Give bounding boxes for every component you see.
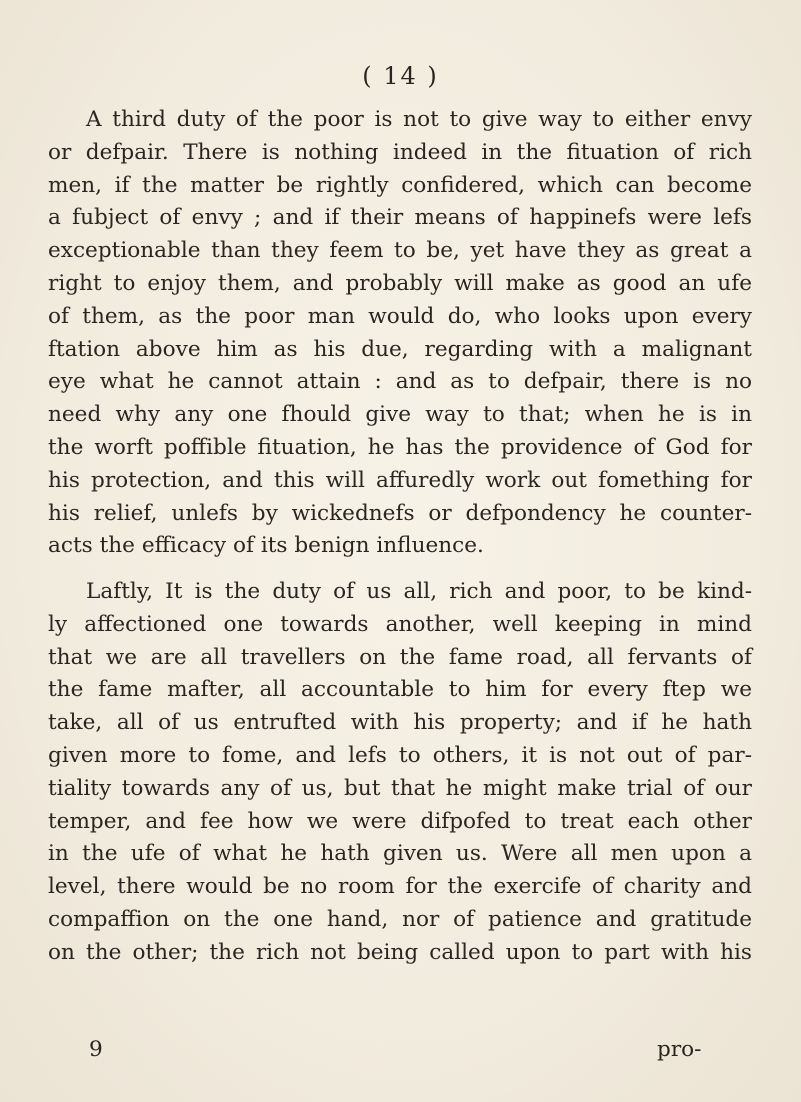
text-line: of them, as the poor man would do, who looks upon every: [48, 303, 752, 329]
text-line: exceptionable than they feem to be, yet have they as great a: [48, 238, 752, 264]
text-line: level, there would be no room for the exercife of charity and: [48, 874, 752, 900]
paragraph-2: [48, 576, 752, 970]
text-line: need why any one fhould give way to that; when he is in: [48, 402, 752, 428]
text-line: tiality towards any of us, but that he might make trial of our: [48, 775, 752, 801]
page-number: ( 14 ): [362, 62, 439, 90]
text-line: temper, and fee how we were difpofed to treat each other: [48, 808, 752, 834]
signature-mark: 9: [89, 1037, 103, 1062]
text-line: that we are all travellers on the fame road, all fervants of: [48, 644, 752, 670]
catchword: pro-: [657, 1037, 702, 1062]
text-line: or defpair. There is nothing indeed in the fituation of rich: [48, 139, 752, 165]
text-line: given more to fome, and lefs to others, it is not out of par-: [48, 742, 752, 768]
text-line: right to enjoy them, and probably will make as good an ufe: [48, 270, 752, 296]
text-line: the worft poffible fituation, he has the providence of God for: [48, 434, 752, 460]
text-line: eye what he cannot attain : and as to defpair, there is no: [48, 369, 752, 395]
text-line: on the other; the rich not being called upon to part with his: [48, 939, 752, 965]
text-line: the fame mafter, all accountable to him for every ftep we: [48, 677, 752, 703]
text-line: A third duty of the poor is not to give way to either envy: [86, 107, 752, 132]
text-line: take, all of us entrufted with his property; and if he hath: [48, 710, 752, 736]
text-line: a fubject of envy ; and if their means of happinefs were lefs: [48, 205, 752, 231]
text-line: Laftly, It is the duty of us all, rich and poor, to be kind-: [86, 579, 752, 604]
text-line: men, if the matter be rightly confidered, which can become: [48, 172, 752, 198]
text-line: ly affectioned one towards another, well keeping in mind: [48, 611, 752, 637]
text-line: acts the efficacy of its benign influence.: [48, 533, 484, 559]
page-footer: [0, 1037, 801, 1073]
text-line: in the ufe of what he hath given us. Were all men upon a: [48, 841, 752, 867]
text-line: his protection, and this will affuredly work out fomething for: [48, 467, 752, 493]
text-line: his relief, unlefs by wickednefs or defpondency he counter-: [48, 500, 752, 526]
text-line: compaffion on the one hand, nor of patience and gratitude: [48, 906, 752, 932]
text-line: ftation above him as his due, regarding with a malignant: [48, 336, 752, 362]
paragraph-1: [48, 104, 752, 563]
